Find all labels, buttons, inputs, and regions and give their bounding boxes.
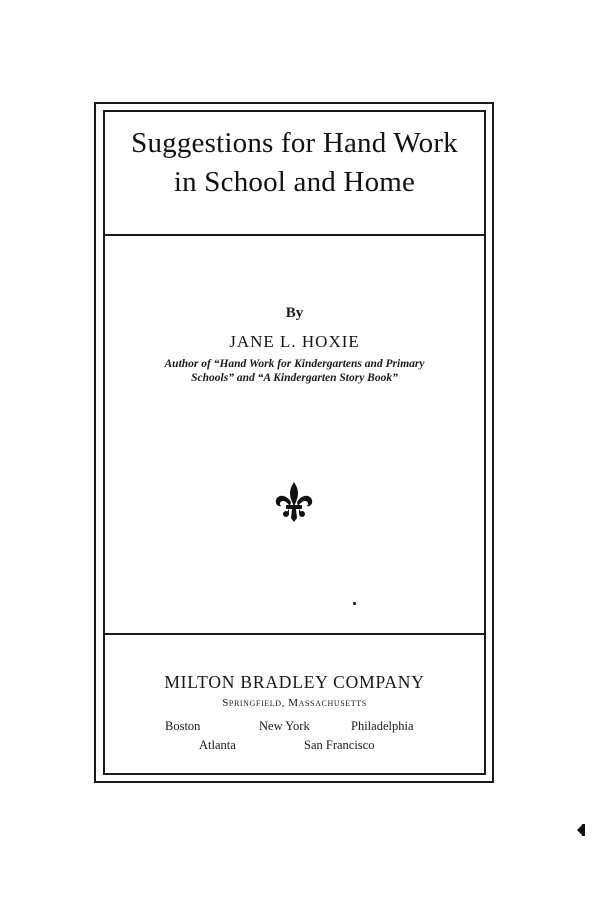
byline: By [285,305,304,321]
title-divider [103,234,486,236]
branch-atlanta: Atlanta [199,738,236,752]
author-credits-line-1: Author of “Hand Work for Kindergartens and Primary [164,358,425,370]
book-title [103,124,486,202]
print-speck [353,602,356,605]
publisher-location: Springfield, Massachusetts [222,697,367,709]
book-title-line-1: Suggestions for Hand Work [131,127,458,159]
publisher-name: MILTON BRADLEY COMPANY [164,672,425,692]
branch-philadelphia: Philadelphia [351,719,414,733]
author-credits [108,357,481,385]
author-name: JANE L. HOXIE [229,332,360,351]
fleur-de-lis-icon [272,480,316,524]
scan-edge-mark [577,824,583,836]
branch-offices-row-2 [103,738,486,754]
branch-new-york: New York [259,719,310,733]
branch-san-francisco: San Francisco [304,738,375,752]
branch-boston: Boston [165,719,201,733]
branch-offices-row-1 [103,719,486,735]
author-credits-line-2: Schools” and “A Kindergarten Story Book” [191,372,398,384]
imprint-divider [103,633,486,635]
book-title-line-2: in School and Home [173,166,416,198]
